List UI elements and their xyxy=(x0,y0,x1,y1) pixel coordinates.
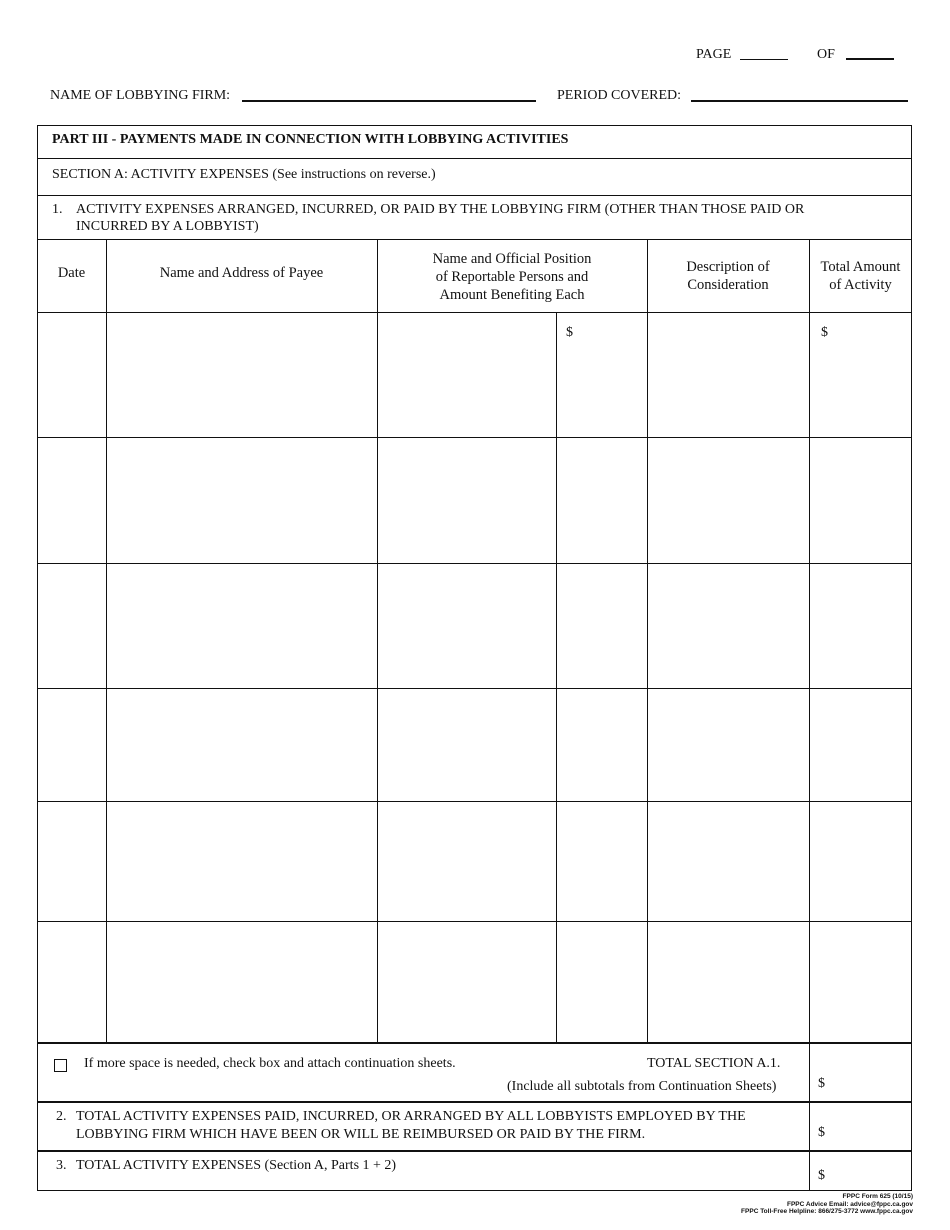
firm-name-field[interactable] xyxy=(242,86,536,102)
item3-total-field[interactable] xyxy=(830,1160,910,1188)
table-row[interactable] xyxy=(38,689,106,801)
divider xyxy=(37,239,912,240)
item2-text-line1: TOTAL ACTIVITY EXPENSES PAID, INCURRED, OR ARRANGED BY ALL LOBBYISTS EMPLOYED BY THE xyxy=(76,1109,746,1124)
page-label: PAGE xyxy=(696,47,732,62)
item2-dollar-sign: $ xyxy=(818,1125,825,1140)
col-divider xyxy=(556,312,557,1042)
total-pages-field[interactable] xyxy=(846,44,894,60)
col-divider xyxy=(647,239,648,1042)
table-row[interactable] xyxy=(38,922,106,1042)
divider xyxy=(37,1150,912,1152)
item2-text-line2: LOBBYING FIRM WHICH HAVE BEEN OR WILL BE REIMBURSED OR PAID BY THE FIRM. xyxy=(76,1127,646,1142)
firm-name-label: NAME OF LOBBYING FIRM: xyxy=(50,88,231,103)
col-divider xyxy=(106,239,107,1042)
divider xyxy=(37,195,912,196)
item3-dollar-sign: $ xyxy=(818,1168,825,1183)
row-divider xyxy=(37,688,912,689)
total-dollar-sign: $ xyxy=(821,325,828,340)
item3-number: 3. xyxy=(56,1158,67,1173)
row-divider xyxy=(37,1042,912,1044)
row-divider xyxy=(37,921,912,922)
continuation-checkbox[interactable] xyxy=(54,1059,67,1072)
total-a1-dollar-sign: $ xyxy=(818,1076,825,1091)
col-header-description xyxy=(647,258,809,294)
helpline: FPPC Toll-Free Helpline: 866/275-3772 www.fppc.ca.gov xyxy=(741,1208,913,1215)
total-a1-field[interactable] xyxy=(830,1070,910,1098)
item3-text: TOTAL ACTIVITY EXPENSES (Section A, Parts 1 + 2) xyxy=(76,1158,397,1173)
col-divider xyxy=(809,239,810,1191)
advice-email: FPPC Advice Email: advice@fppc.ca.gov xyxy=(786,1200,913,1208)
col-header-payee: Name and Address of Payee xyxy=(159,265,324,281)
period-covered-field[interactable] xyxy=(691,86,908,102)
amount-dollar-sign: $ xyxy=(566,325,573,340)
col-header-total xyxy=(809,258,912,294)
table-row[interactable] xyxy=(38,802,106,921)
item1-number: 1. xyxy=(52,202,63,217)
col-header-persons-line1: Name and Official Position xyxy=(432,251,592,267)
col-header-date: Date xyxy=(57,265,86,281)
row-divider xyxy=(37,563,912,564)
col-header-persons xyxy=(377,250,647,304)
total-a1-label: TOTAL SECTION A.1. xyxy=(647,1056,781,1071)
continuation-text: If more space is needed, check box and attach continuation sheets. xyxy=(84,1056,456,1071)
form-footer xyxy=(741,1193,913,1216)
col-divider xyxy=(377,239,378,1042)
row-divider xyxy=(37,437,912,438)
divider xyxy=(37,1101,912,1103)
of-label: OF xyxy=(817,47,835,62)
item1-text-line2: INCURRED BY A LOBBYIST) xyxy=(76,219,259,234)
col-header-total-line1: Total Amount xyxy=(820,259,901,275)
divider xyxy=(37,158,912,159)
part-title: PART III - PAYMENTS MADE IN CONNECTION WITH LOBBYING ACTIVITIES xyxy=(52,132,569,147)
form-id: FPPC Form 625 (10/15) xyxy=(842,1193,913,1200)
table-row[interactable] xyxy=(38,564,106,688)
col-header-total-line2: of Activity xyxy=(829,277,892,293)
col-header-persons-line3: Amount Benefiting Each xyxy=(439,287,585,303)
col-header-description-line1: Description of xyxy=(686,259,770,275)
col-header-persons-line2: of Reportable Persons and xyxy=(435,269,589,285)
item1-text-line1: ACTIVITY EXPENSES ARRANGED, INCURRED, OR PAID BY THE LOBBYING FIRM (OTHER THAN THOSE PAID OR xyxy=(76,202,805,217)
period-covered-label: PERIOD COVERED: xyxy=(557,88,682,103)
table-row[interactable] xyxy=(38,313,106,437)
table-row[interactable] xyxy=(38,438,106,563)
row-divider xyxy=(37,312,912,313)
col-header-description-line2: Consideration xyxy=(687,277,769,293)
row-divider xyxy=(37,801,912,802)
item2-total-field[interactable] xyxy=(830,1118,910,1146)
section-a-title: SECTION A: ACTIVITY EXPENSES (See instructions on reverse.) xyxy=(52,167,436,182)
include-subtotals-note: (Include all subtotals from Continuation Sheets) xyxy=(507,1079,777,1094)
page-number-field[interactable] xyxy=(740,44,788,60)
item2-number: 2. xyxy=(56,1109,67,1124)
